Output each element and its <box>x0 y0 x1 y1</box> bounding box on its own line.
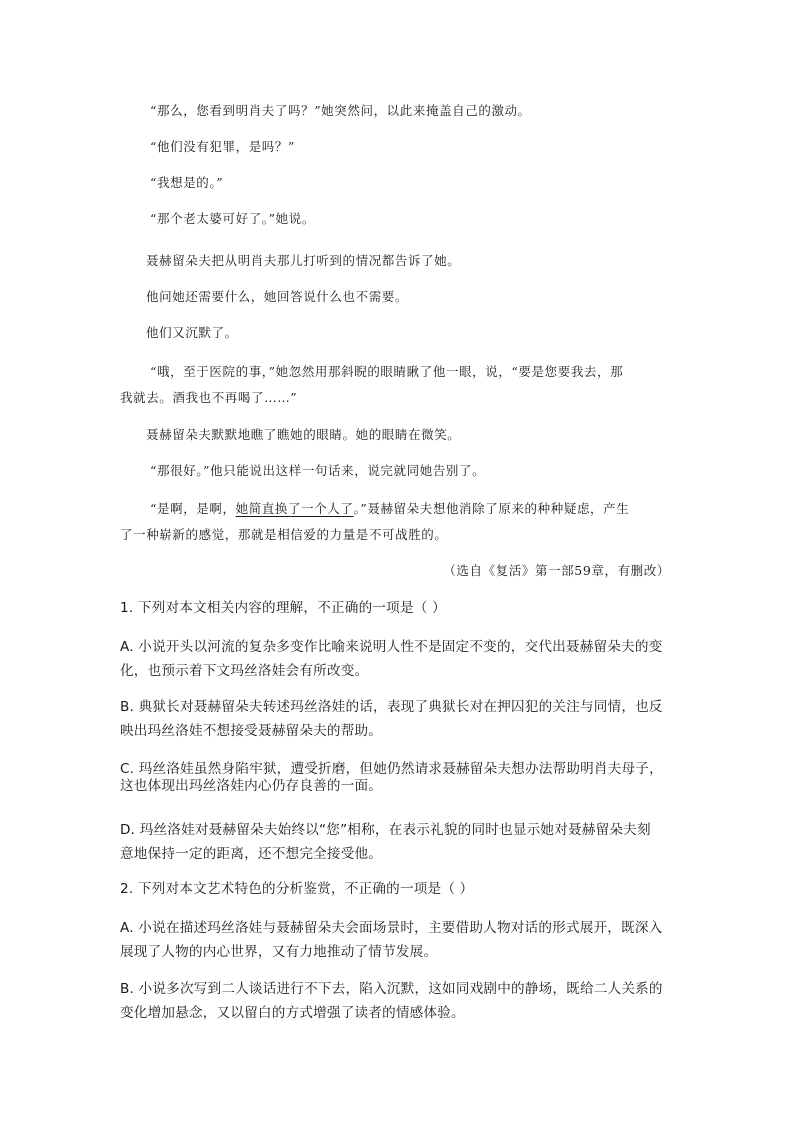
question-1-option-d-line-2: 意地保持一定的距离，还不想完全接受他。 <box>120 846 383 862</box>
question-2-option-b-line-1: B. 小说多次写到二人谈话进行不下去，陷入沉默，这如同戏剧中的静场，既给二人关系的 <box>120 981 663 997</box>
source-citation: （选自《复活》第一部59章，有删改） <box>443 563 670 578</box>
story-paragraph-11-line-2: 了一种崭新的感觉，那就是相信爱的力量是不可战胜的。 <box>120 527 448 542</box>
question-1-option-a-line-2: 化，也预示着下文玛丝洛娃会有所改变。 <box>120 663 369 679</box>
question-1-option-a-line-1: A. 小说开头以河流的复杂多变作比喻来说明人性不是固定不变的，交代出聂赫留朵夫的变 <box>120 639 663 655</box>
story-paragraph-8-line-2: 我就去。酒我也不再喝了……” <box>120 390 298 405</box>
question-1-option-d-line-1: D. 玛丝洛娃对聂赫留朵夫始终以“您”相称，在表示礼貌的同时也显示她对聂赫留朵夫刻 <box>120 822 651 838</box>
story-paragraph-5: 聂赫留朵夫把从明肖夫那儿打听到的情况都告诉了她。 <box>146 253 461 268</box>
story-paragraph-8-line-1: “哦，至于医院的事，”她忽然用那斜睨的眼睛瞅了他一眼，说，“要是您要我去，那 <box>150 364 624 379</box>
quote-open: “是啊，是啊， <box>150 501 236 516</box>
question-1-option-b-line-1: B. 典狱长对聂赫留朵夫转述玛丝洛娃的话，表现了典狱长对在押囚犯的关注与同情，也反 <box>120 699 663 715</box>
question-2-stem: 2. 下列对本文艺术特色的分析鉴赏，不正确的一项是（ ） <box>120 881 474 897</box>
story-paragraph-1: “那么，您看到明肖夫了吗？”她突然问，以此来掩盖自己的激动。 <box>150 103 531 118</box>
story-paragraph-7: 他们又沉默了。 <box>146 325 238 340</box>
question-2-option-a-line-1: A. 小说在描述玛丝洛娃与聂赫留朵夫会面场景时，主要借助人物对话的形式展开，既深入 <box>120 920 663 936</box>
quote-rest: 。”聂赫留朵夫想他消除了原来的种种疑虑，产生 <box>353 501 630 516</box>
story-paragraph-4: “那个老太婆可好了。”她说。 <box>150 211 315 226</box>
story-paragraph-6: 他问她还需要什么，她回答说什么也不需要。 <box>146 289 409 304</box>
question-1-option-c-line-1: C. 玛丝洛娃虽然身陷牢狱，遭受折磨，但她仍然请求聂赫留朵夫想办法帮助明肖夫母子， <box>120 761 663 777</box>
story-paragraph-3: “我想是的。” <box>150 175 224 190</box>
question-1-option-c-line-2: 这也体现出玛丝洛娃内心仍存良善的一面。 <box>120 778 383 794</box>
question-1-stem: 1. 下列对本文相关内容的理解，不正确的一项是（ ） <box>120 600 446 616</box>
question-2-option-b-line-2: 变化增加悬念，又以留白的方式增强了读者的情感体验。 <box>120 1005 465 1021</box>
story-paragraph-10: “那很好。”他只能说出这样一句话来，说完就同她告别了。 <box>150 463 486 478</box>
question-2-option-a-line-2: 展现了人物的内心世界，又有力地推动了情节发展。 <box>120 944 438 960</box>
story-paragraph-11-line-1 <box>150 500 710 518</box>
story-paragraph-2: “他们没有犯罪，是吗？” <box>150 139 295 154</box>
underlined-sentence: 她简直换了一个人了 <box>235 501 354 516</box>
question-1-option-b-line-2: 映出玛丝洛娃不想接受聂赫留朵夫的帮助。 <box>120 723 383 739</box>
story-paragraph-9: 聂赫留朵夫默默地瞧了瞧她的眼睛。她的眼睛在微笑。 <box>146 427 461 442</box>
